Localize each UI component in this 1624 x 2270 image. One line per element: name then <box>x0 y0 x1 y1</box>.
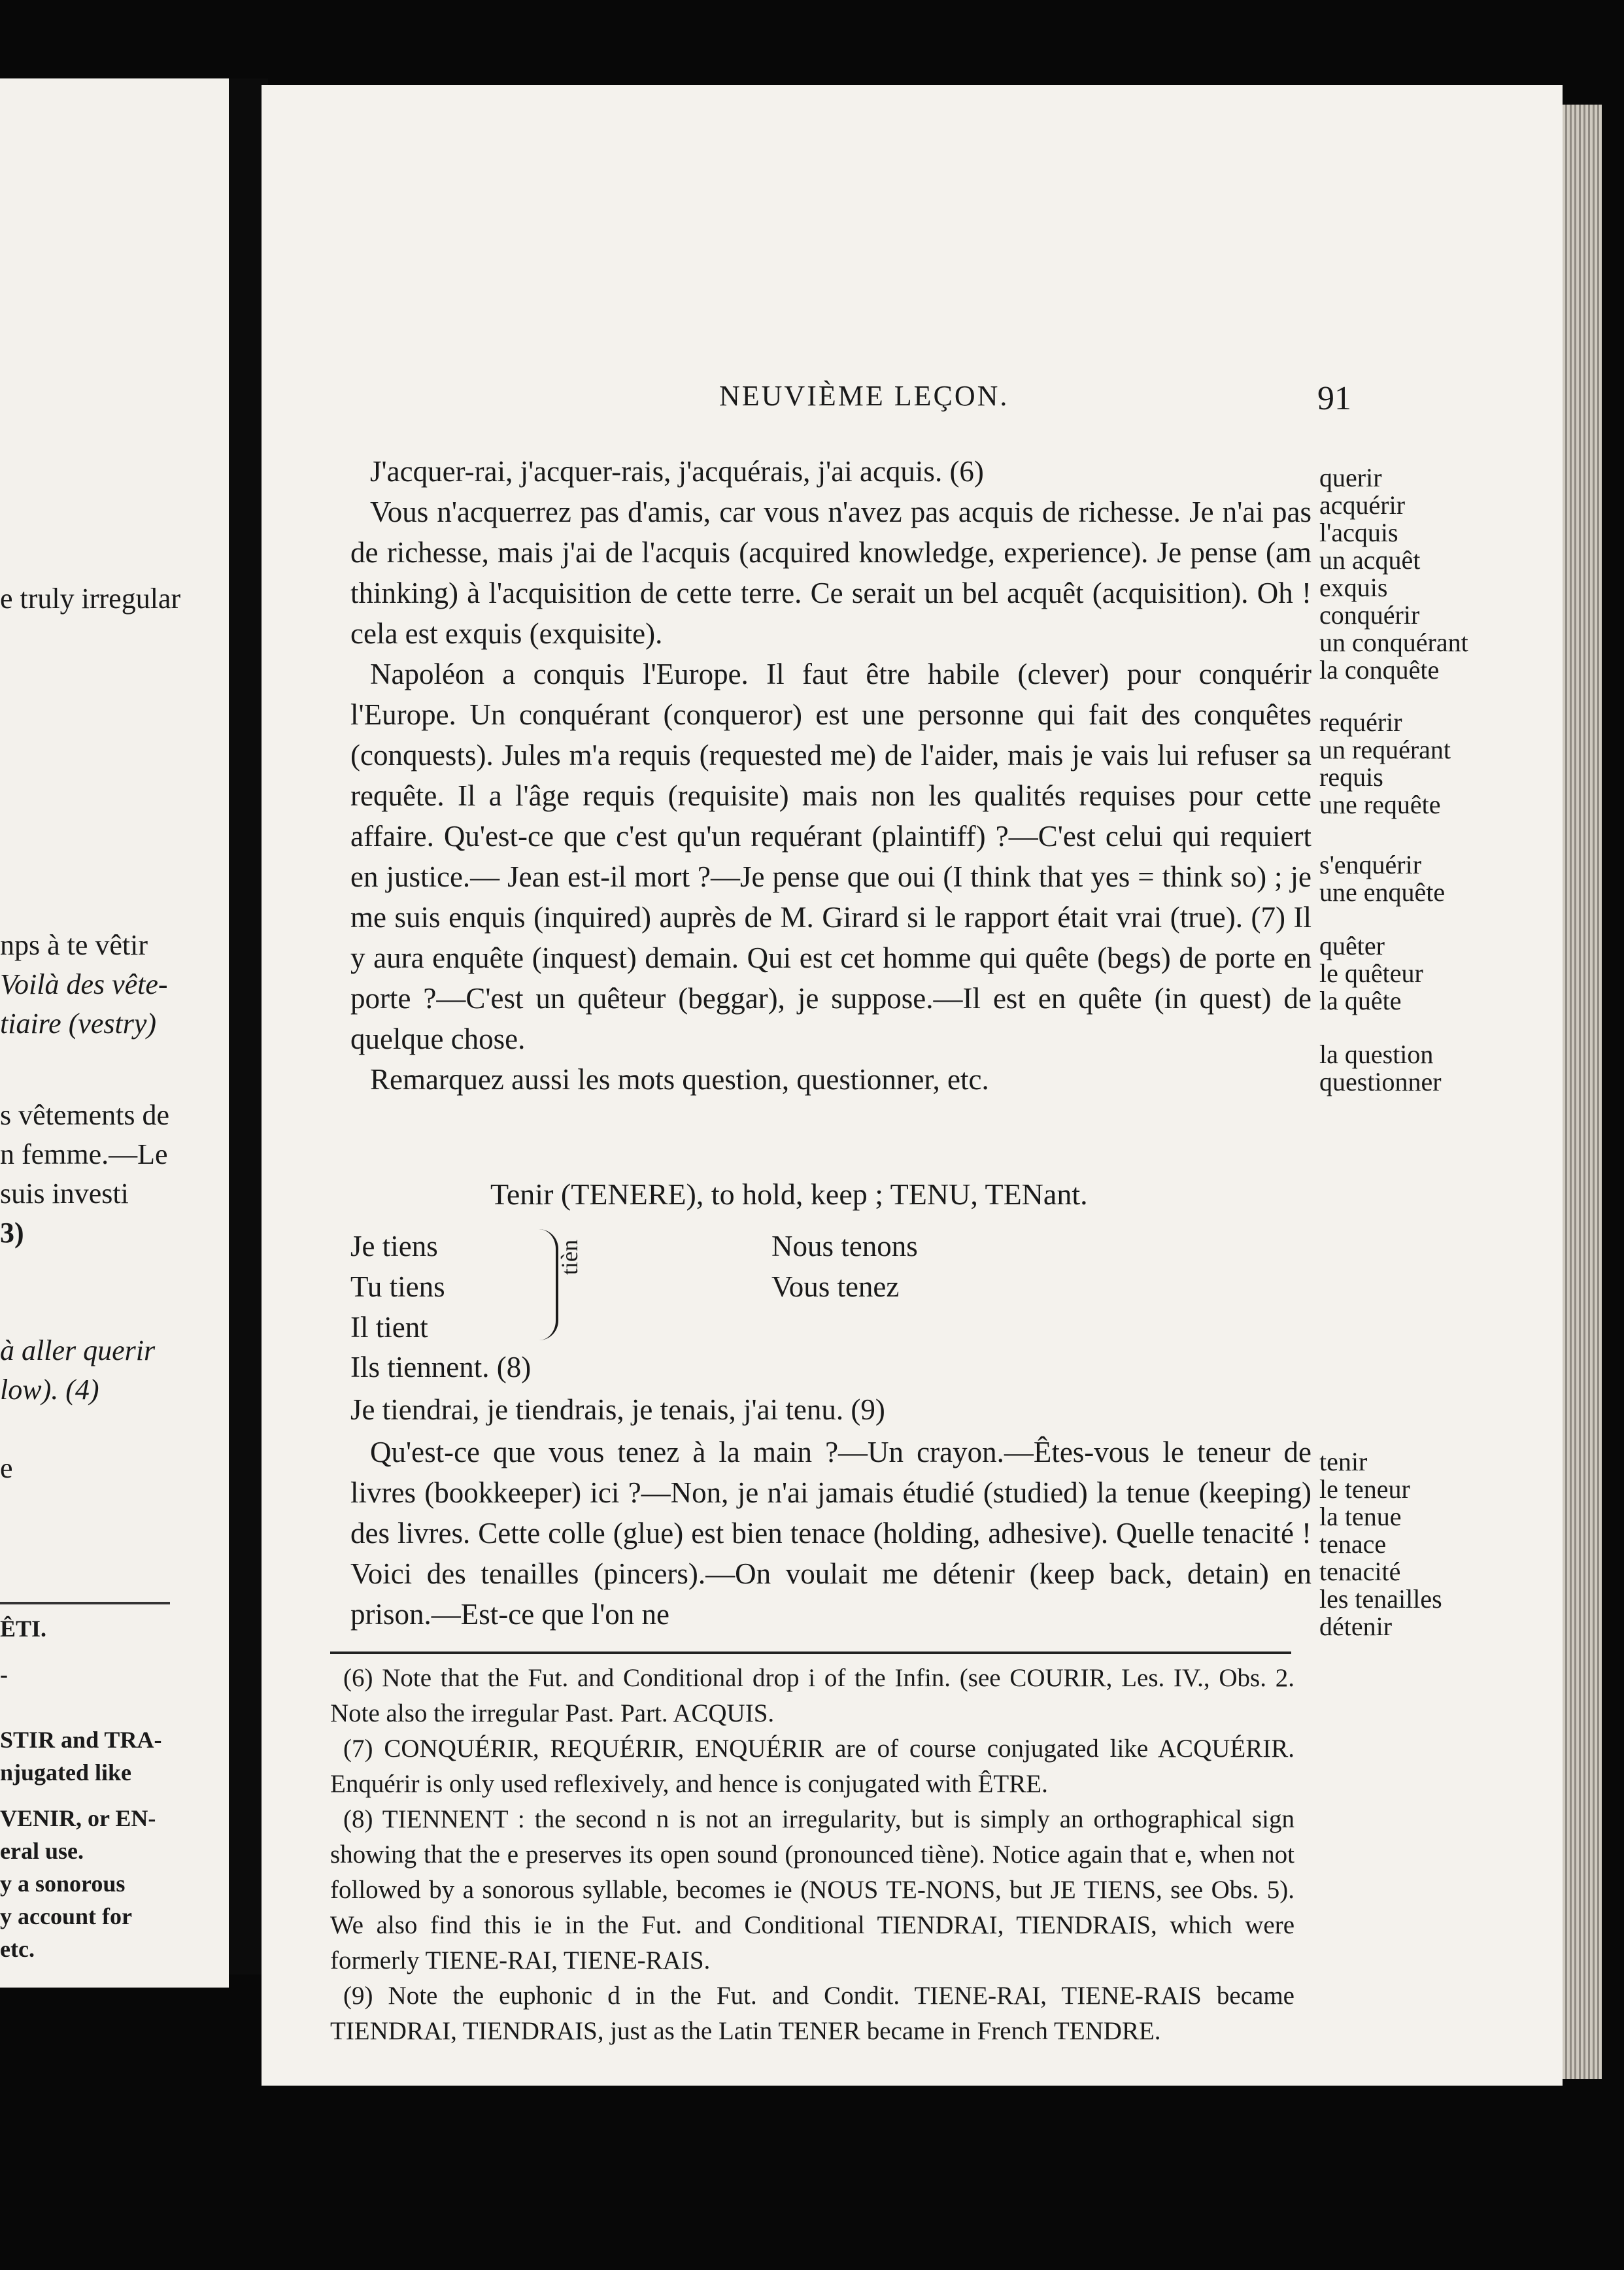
left-fragment: e <box>0 1452 13 1484</box>
paragraph: Remarquez aussi les mots question, questionner, etc. <box>370 1063 989 1096</box>
left-fragment: low). (4) <box>0 1374 99 1406</box>
paragraph: Napoléon a conquis l'Europe. Il faut être habile (clever) pour conquérir l'Europe. Un conquérant (conqueror) est une personne qui fait des conquêtes (conquests). Jules m'a requis (requested me) de l'aider, mais je vais lui refuser sa requête. Il a l'âge requis (requisite) mais non les qualités requises pour cette affaire. Qu'est-ce que c'est qu'un requérant (plaintiff) ?—C'est celui qui requiert en justice.— Jean est-il mort ?—Je pense que oui (I think that yes = think so) ; je me suis enquis (inquired) auprès de M. Girard si le rapport était vrai (true). (7) Il y aura enquête (inquest) demain. Qui est cet homme qui quête (begs) de porte en porte ?—C'est un quêteur (beggar), je suppose.—Il est en quête (in quest) de quelque chose. <box>350 658 1311 1055</box>
left-fragment: eral use. <box>0 1838 84 1864</box>
margin-note: un requérant <box>1319 735 1451 764</box>
paragraph: Qu'est-ce que vous tenez à la main ?—Un crayon.—Êtes-vous le teneur de livres (bookkeeper) ici ?—Non, je n'ai jamais étudié (studied) la tenue (keeping) des livres. Cette colle (glue) est bien tenace (holding, adhesive). Quelle tenacité ! Voici des tenailles (pincers).—On voulait me détenir (keep back, detain) en prison.—Est-ce que l'on ne <box>350 1436 1311 1631</box>
margin-note: les tenailles <box>1319 1584 1442 1614</box>
left-fragment: nps à te vêtir <box>0 929 148 961</box>
conjugation-line: Tu tiens <box>350 1270 445 1303</box>
tenir-paragraph-block <box>350 1432 1311 1635</box>
margin-notes-bottom <box>1319 1448 1515 1640</box>
margin-note: requis <box>1319 762 1383 792</box>
margin-note: conquérir <box>1319 600 1420 630</box>
margin-note: un acquêt <box>1319 545 1421 575</box>
conjugation-line: Il tient <box>350 1311 428 1344</box>
margin-note: une enquête <box>1319 877 1446 907</box>
left-fragment: à aller querir <box>0 1334 156 1366</box>
conjugation-singular <box>350 1226 445 1347</box>
left-fragment: njugated like <box>0 1759 132 1786</box>
margin-note: l'acquis <box>1319 518 1398 547</box>
margin-note: requérir <box>1319 707 1402 737</box>
margin-note: le quêteur <box>1319 958 1423 988</box>
footnote: (7) CONQUÉRIR, REQUÉRIR, ENQUÉRIR are of course conjugated like ACQUÉRIR. Enquérir is only used reflexively, and hence is conjugated with ÊTRE. <box>330 1735 1294 1798</box>
footnote-rule <box>330 1652 1291 1654</box>
conjugation-line: Je tiens <box>350 1230 438 1262</box>
margin-note: tenir <box>1319 1447 1368 1476</box>
paragraph: Vous n'acquerrez pas d'amis, car vous n'avez pas acquis de richesse. Je n'ai pas de richesse, mais j'ai de l'acquis (acquired knowledge, experience). Je pense (am thinking) à l'acquisition de cette terre. Ce serait un bel acquêt (acquisition). Oh ! cela est exquis (exquisite). <box>350 496 1311 650</box>
left-fragment: ÊTI. <box>0 1616 47 1642</box>
left-fragment: e truly irregular <box>0 583 181 615</box>
conjugation-line: Nous tenons <box>771 1230 918 1262</box>
left-fragment: - <box>0 1661 8 1687</box>
margin-note: le teneur <box>1319 1474 1410 1504</box>
margin-note: questionner <box>1319 1067 1442 1096</box>
left-fragment: suis investi <box>0 1177 129 1210</box>
left-fragment: s vêtements de <box>0 1099 170 1131</box>
left-fragment: n femme.—Le <box>0 1138 168 1170</box>
main-text <box>350 451 1311 1100</box>
left-fragment: y a sonorous <box>0 1871 126 1897</box>
footnotes <box>330 1661 1294 2049</box>
left-fragment: STIR and TRA- <box>0 1727 162 1753</box>
conjugation-future: Je tiendrai, je tiendrais, je tenais, j'ai tenu. (9) <box>350 1393 885 1426</box>
left-fragment: tiaire (vestry) <box>0 1008 157 1040</box>
margin-note: tenace <box>1319 1529 1387 1559</box>
section-title-tenir: Tenir (TENERE), to hold, keep ; TENU, TENant. <box>490 1177 1088 1211</box>
margin-note: un conquérant <box>1319 628 1468 657</box>
left-fragment: VENIR, or EN- <box>0 1805 156 1831</box>
conjugation-third-plural: Ils tiennent. (8) <box>350 1351 532 1383</box>
conjugation-plural <box>771 1226 918 1307</box>
footnote: (9) Note the euphonic d in the Fut. and Condit. TIENE-RAI, TIENE-RAIS became TIENDRAI, TIENDRAIS, just as the Latin TENER became in French TENDRE. <box>330 1982 1294 2045</box>
paragraph: J'acquer-rai, j'acquer-rais, j'acquérais, j'ai acquis. (6) <box>370 455 984 488</box>
left-fragment: etc. <box>0 1936 35 1962</box>
margin-note: une requête <box>1319 790 1441 819</box>
margin-notes-top <box>1319 464 1515 1096</box>
stem-label: tièn <box>556 1240 583 1275</box>
margin-note: la question <box>1319 1040 1434 1069</box>
left-fragment: 3) <box>0 1217 24 1249</box>
left-footnote-rule <box>0 1602 170 1604</box>
left-fragment: Voilà des vête- <box>0 968 168 1000</box>
footnote: (6) Note that the Fut. and Conditional drop i of the Infin. (see COURIR, Les. IV., Obs. 2. Note also the irregular Past. Part. ACQUIS. <box>330 1664 1294 1727</box>
margin-note: la quête <box>1319 986 1402 1015</box>
margin-note: s'enquérir <box>1319 850 1422 879</box>
brace <box>536 1229 558 1340</box>
margin-note: la tenue <box>1319 1502 1402 1531</box>
running-header: NEUVIÈME LEÇON. <box>719 380 1009 412</box>
margin-note: exquis <box>1319 573 1388 602</box>
page-edges <box>1563 105 1602 2079</box>
margin-note: acquérir <box>1319 490 1406 520</box>
footnote: (8) TIENNENT : the second n is not an irregularity, but is simply an orthographical sign showing that the e preserves its open sound (pronounced tiène). Notice again that e, when not followed by a sonorous syllable, becomes ie (NOUS TE-NONS, but JE TIENS, see Obs. 5). We also find this ie in the Fut. and Conditional TIENDRAI, TIENDRAIS, which were formerly TIENE-RAI, TIENE-RAIS. <box>330 1805 1294 1974</box>
left-page <box>0 78 229 1988</box>
conjugation-line: Vous tenez <box>771 1270 900 1303</box>
margin-note: la conquête <box>1319 655 1440 685</box>
margin-note: détenir <box>1319 1612 1393 1641</box>
page-number: 91 <box>1317 380 1351 417</box>
margin-note: querir <box>1319 463 1382 492</box>
margin-note: tenacité <box>1319 1557 1401 1586</box>
margin-note: quêter <box>1319 931 1385 960</box>
left-fragment: y account for <box>0 1903 132 1929</box>
